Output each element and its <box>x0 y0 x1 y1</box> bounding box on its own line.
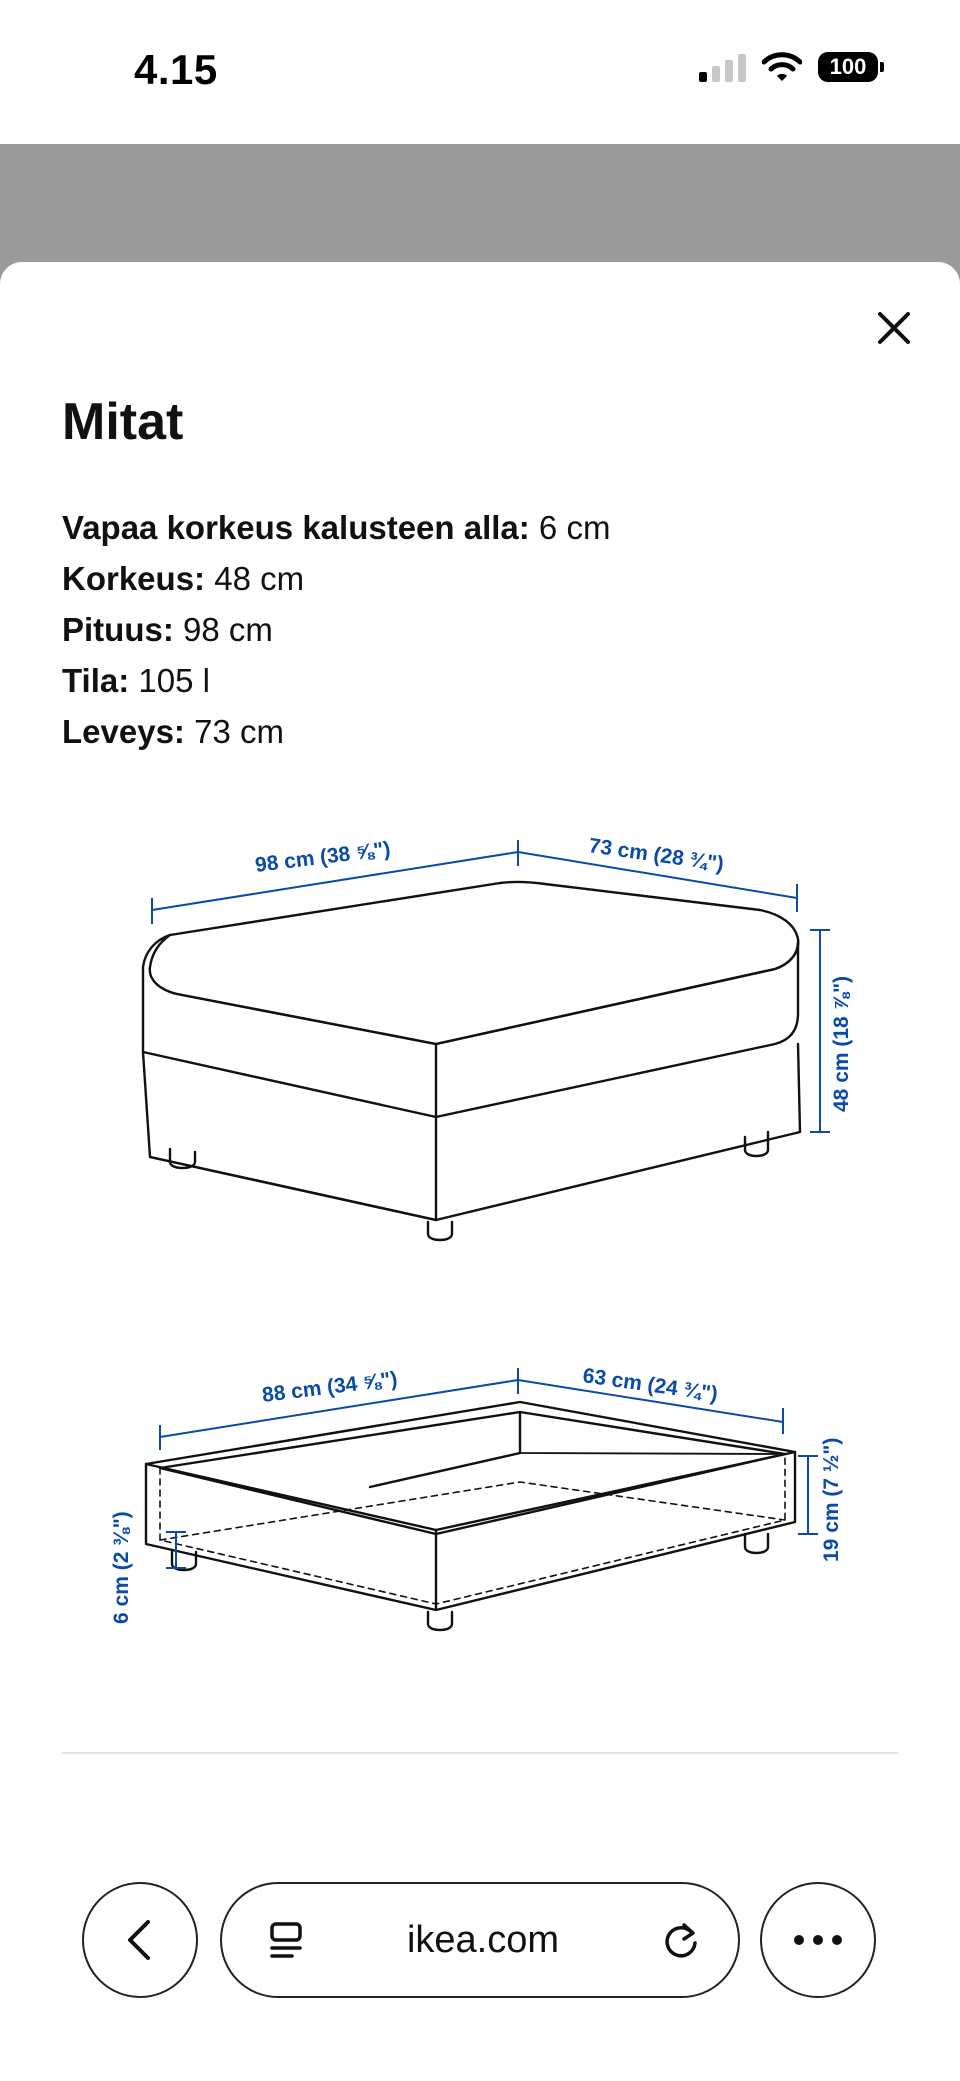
dimension-value: 98 cm <box>173 611 273 648</box>
dimension-label: Korkeus: <box>62 560 206 597</box>
storage-base-drawing <box>146 1402 795 1630</box>
dimension-drawing <box>0 262 960 1762</box>
browser-toolbar <box>0 1842 960 2081</box>
dimension-label: Leveys: <box>62 713 185 750</box>
sheet-title: Mitat <box>62 393 184 451</box>
status-bar <box>0 0 960 144</box>
wifi-icon <box>762 52 802 82</box>
dimension-label: Vapaa korkeus kalusteen alla: <box>62 509 530 546</box>
status-icons <box>699 52 878 82</box>
bottom-width-label: 63 cm (24 ¾") <box>581 1364 720 1406</box>
top-width-label: 73 cm (28 ¾") <box>587 834 726 876</box>
clearance-label: 6 cm (2 ⅜") <box>110 1511 133 1624</box>
cellular-signal-icon <box>699 52 746 82</box>
url-text: ikea.com <box>406 1918 560 1961</box>
dimension-label: Tila: <box>62 662 130 699</box>
more-button[interactable] <box>760 1882 876 1998</box>
dimension-value: 6 cm <box>529 509 611 546</box>
top-length-label: 98 cm (38 ⅝") <box>253 837 392 877</box>
bottom-height-label: 19 cm (7 ½") <box>820 1437 843 1562</box>
dimensions-sheet <box>0 262 960 1842</box>
battery-level: 100 <box>829 54 867 79</box>
battery-icon <box>818 52 878 82</box>
dimension-value: 48 cm <box>205 560 305 597</box>
bottom-length-label: 88 cm (34 ⅝") <box>260 1367 399 1407</box>
reload-icon[interactable] <box>660 1919 702 1961</box>
divider <box>62 1752 898 1754</box>
tab-group-icon <box>266 1920 306 1960</box>
footstool-drawing <box>143 882 800 1240</box>
chevron-left-icon <box>120 1918 160 1962</box>
clock: 4.15 <box>134 46 218 93</box>
dimension-value: 73 cm <box>184 713 284 750</box>
address-bar[interactable] <box>220 1882 740 1998</box>
dimension-value: 105 l <box>129 662 210 699</box>
top-height-label: 48 cm (18 ⅞") <box>830 975 853 1112</box>
more-icon <box>793 1934 843 1946</box>
dimension-label: Pituus: <box>62 611 174 648</box>
back-button[interactable] <box>82 1882 198 1998</box>
